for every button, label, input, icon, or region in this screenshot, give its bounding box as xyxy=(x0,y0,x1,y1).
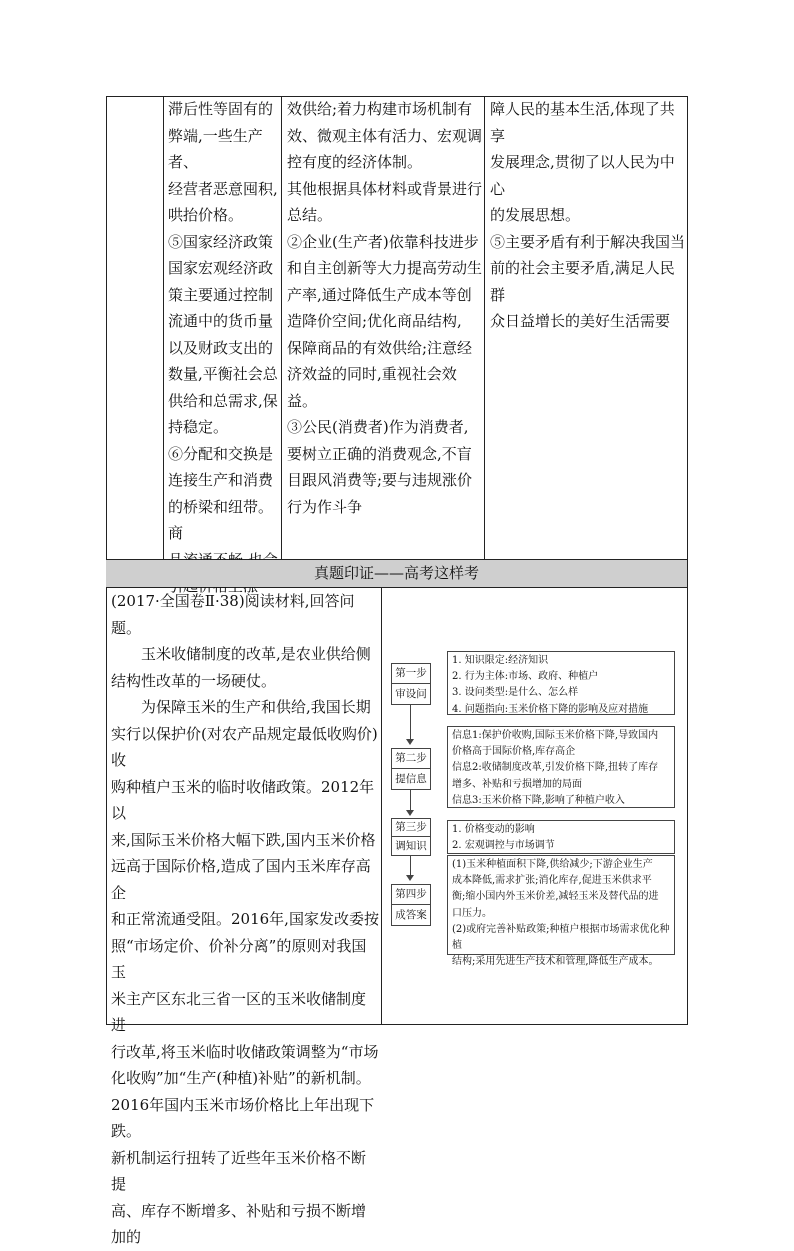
text-line: 弊端,一些生产者、 xyxy=(168,126,263,171)
text-line: 购种植户玉米的临时收储政策。2012年以 xyxy=(111,777,375,822)
step1-number: 第一步 xyxy=(395,667,427,679)
text-line: 数量,平衡社会总 xyxy=(168,365,278,383)
info-line: 信息1:保护价收购,国际玉米价格下降,导致国内 xyxy=(452,730,659,741)
text-line: 实行以保护价(对农产品规定最低收购价)收 xyxy=(111,724,378,769)
table-col2 xyxy=(168,96,280,600)
text-line: 国家宏观经济政 xyxy=(168,259,274,277)
info-line: 结构;采用先进生产技术和管理,降低生产成本。 xyxy=(452,956,659,968)
text-line: 要树立正确的消费观念,不盲 xyxy=(287,444,472,463)
text-line: 供给和总需求,保 xyxy=(168,391,278,410)
text-line: 2016年国内玉米市场价格比上年出现下跌。 xyxy=(111,1095,375,1140)
info-line: 2. 行为主体:市场、政府、种植户 xyxy=(452,671,599,683)
section-title: 真题印证——高考这样考 xyxy=(313,564,479,582)
step4-label-box xyxy=(391,884,431,926)
text-line: 来,国际玉米价格大幅下跌,国内玉米价格 xyxy=(111,830,376,849)
arrow-down-icon xyxy=(406,875,414,881)
col-divider-bottom xyxy=(381,587,382,1025)
text-line: 济效益的同时,重视社会效益。 xyxy=(287,365,457,410)
text-line: 的桥梁和纽带。商 xyxy=(168,497,274,542)
text-line: 的发展思想。 xyxy=(490,206,581,224)
connector-line xyxy=(410,790,411,811)
text-line: 行为作斗争 xyxy=(287,497,363,516)
text-line: 和正常流通受阻。2016年,国家发改委按 xyxy=(111,910,379,928)
step2-label-box xyxy=(391,748,431,790)
text-line: 高、库存不断增多、补贴和亏损不断增加的 xyxy=(111,1201,367,1246)
info-line: 4. 问题指向:玉米价格下降的影响及应对措施 xyxy=(452,703,649,715)
text-line: 行改革,将玉米临时收储政策调整为“市场 xyxy=(111,1042,379,1061)
text-line: 策主要通过控制 xyxy=(168,285,274,304)
info-line: (1)玉米种植面积下降,供给减少;下游企业生产 xyxy=(452,859,653,870)
step4-name: 成答案 xyxy=(392,904,430,925)
table-border-right xyxy=(687,96,688,1025)
text-line: ⑤主要矛盾有利于解决我国当 xyxy=(490,232,686,251)
col-divider-1 xyxy=(163,96,164,560)
text-line: 哄抬价格。 xyxy=(168,206,244,224)
text-line: 总结。 xyxy=(287,206,333,224)
step1-name: 审设问 xyxy=(392,683,430,704)
info-line: 3. 设问类型:是什么、怎么样 xyxy=(452,687,579,699)
text-line: 众日益增长的美好生活需要 xyxy=(490,312,671,330)
info-line: 信息2:收储制度改革,引发价格下降,扭转了库存 xyxy=(452,762,659,774)
text-line: 新机制运行扭转了近些年玉米价格不断提 xyxy=(111,1148,367,1193)
info-line: 增多、补贴和亏损增加的局面 xyxy=(452,778,582,790)
text-line: 前的社会主要矛盾,满足人民群 xyxy=(490,259,675,304)
info-line: 1. 价格变动的影响 xyxy=(452,824,535,835)
table-col4 xyxy=(490,96,686,335)
step2-info-box xyxy=(447,726,675,808)
text-line: ⑤国家经济政策 xyxy=(168,232,274,251)
text-line: 和自主创新等大力提高劳动生 xyxy=(287,259,483,277)
text-line: ③公民(消费者)作为消费者, xyxy=(287,418,469,436)
text-line: 结构性改革的一场硬仗。 xyxy=(111,671,277,690)
step1-label-box xyxy=(391,663,431,705)
step3-info-box xyxy=(447,820,675,854)
text-line: 为保障玉米的生产和供给,我国长期 xyxy=(141,698,371,716)
text-line: 效供给;着力构建市场机制有 xyxy=(287,100,473,118)
text-line: ②企业(生产者)依靠科技进步 xyxy=(287,232,479,251)
step4-info-box xyxy=(447,855,675,968)
step3-name: 调知识 xyxy=(392,836,430,855)
text-line: 玉米收储制度的改革,是农业供给侧 xyxy=(141,645,371,663)
text-line: 远高于国际价格,造成了国内玉米库存高企 xyxy=(111,857,371,902)
col-divider-3 xyxy=(484,96,485,560)
question-block xyxy=(111,588,379,1251)
step3-label-box xyxy=(391,818,431,856)
info-line: 信息3:玉米价格下降,影响了种植户收入 xyxy=(452,794,625,806)
step3-number: 第三步 xyxy=(395,821,427,833)
text-line: 滞后性等固有的 xyxy=(168,100,274,118)
text-line: 保障商品的有效供给;注意经 xyxy=(287,338,473,357)
info-line: 成本降低,需求扩张;消化库存,促进玉米供求平 xyxy=(452,875,652,887)
text-line: 照“市场定价、价补分离”的原则对我国玉 xyxy=(111,936,367,981)
arrow-down-icon xyxy=(406,810,414,816)
col-divider-2 xyxy=(281,96,282,560)
info-line: 衡;缩小国内外玉米价差,减轻玉米及替代品的进 xyxy=(452,891,659,903)
text-line: 效、微观主体有活力、宏观调 xyxy=(287,126,483,145)
text-line: 发展理念,贯彻了以人民为中心 xyxy=(490,153,675,198)
info-line: 口压力。 xyxy=(452,907,492,919)
step2-number: 第二步 xyxy=(395,752,427,764)
text-line: 造降价空间;优化商品结构, xyxy=(287,312,462,330)
text-line: ⑥分配和交换是 xyxy=(168,444,274,463)
text-line: 控有度的经济体制。 xyxy=(287,153,423,171)
text-line: 产率,通过降低生产成本等创 xyxy=(287,285,472,304)
info-line: 1. 知识限定:经济知识 xyxy=(452,655,549,666)
text-line: 障人民的基本生活,体现了共享 xyxy=(490,100,675,145)
text-line: 以及财政支出的 xyxy=(168,338,274,357)
question-source: (2017·全国卷Ⅱ·38)阅读材料,回答问题。 xyxy=(111,592,355,637)
text-line: 连接生产和消费 xyxy=(168,471,274,489)
connector-line xyxy=(410,704,411,739)
text-line: 持稳定。 xyxy=(168,418,229,436)
text-line: 目跟风消费等;要与违规涨价 xyxy=(287,471,473,489)
arrow-down-icon xyxy=(406,739,414,745)
step4-number: 第四步 xyxy=(395,888,427,900)
text-line: 经营者恶意囤积, xyxy=(168,179,278,198)
info-line: 2. 宏观调控与市场调节 xyxy=(452,840,555,852)
text-line: 化收购”加“生产(种植)补贴”的新机制。 xyxy=(111,1069,371,1087)
info-line: (2)或府完善补贴政策;种植户根据市场需求优化种植 xyxy=(452,923,670,952)
text-line: 其他根据具体材料或背景进行 xyxy=(287,179,483,198)
text-line: 流通中的货币量 xyxy=(168,312,274,330)
table-col3 xyxy=(287,96,483,520)
step2-name: 提信息 xyxy=(392,768,430,789)
step1-info-box xyxy=(447,651,675,715)
info-line: 价格高于国际价格,库存高企 xyxy=(452,746,576,758)
text-line: 米主产区东北三省一区的玉米收储制度进 xyxy=(111,989,367,1034)
